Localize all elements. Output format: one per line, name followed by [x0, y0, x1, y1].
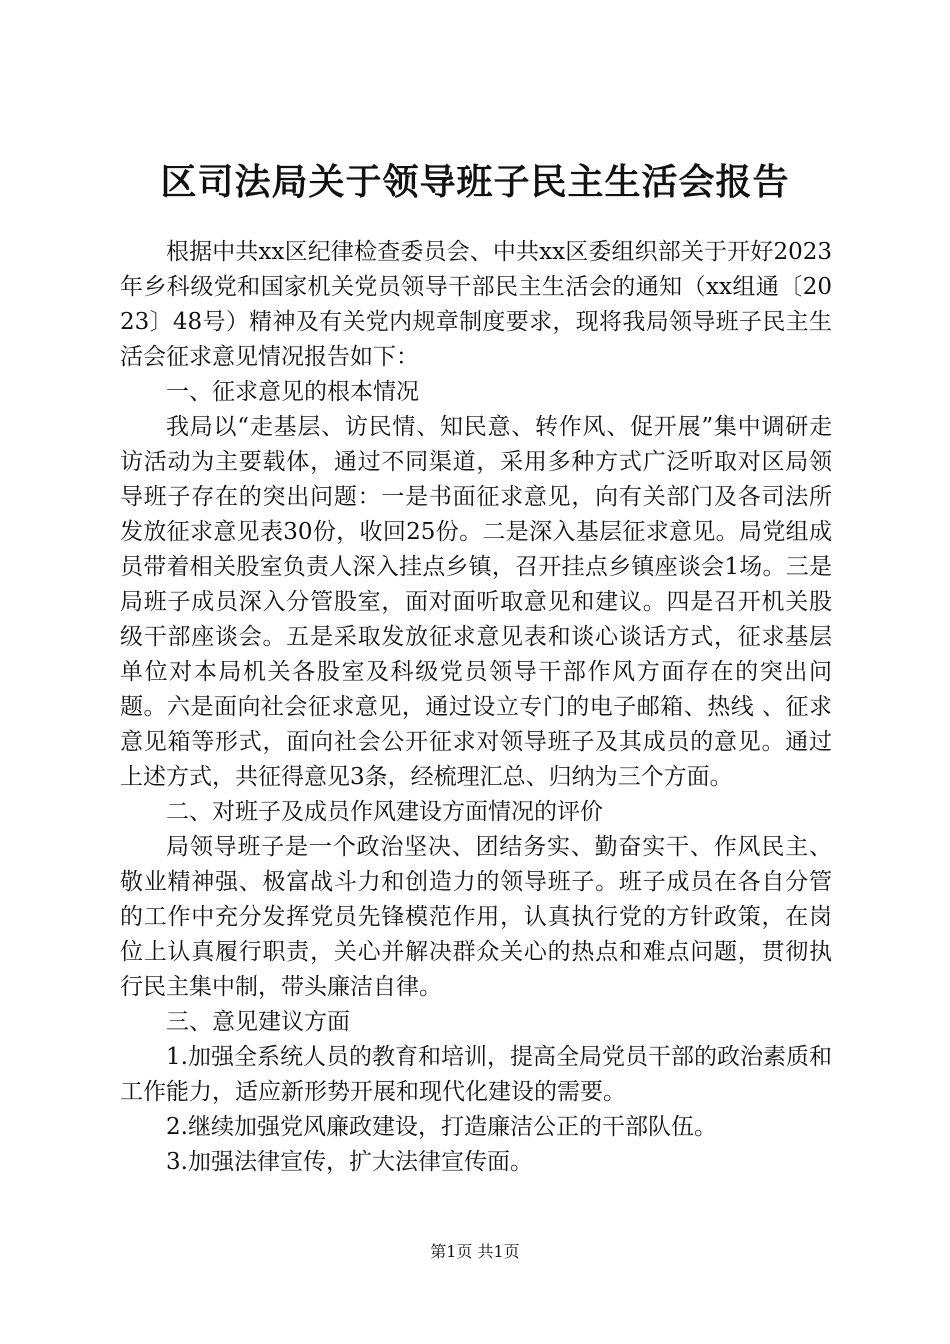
suggestion-item-3: 3.加强法律宣传，扩大法律宣传面。: [166, 1149, 533, 1175]
suggestion-item-1: 1.加强全系统人员的教育和培训，提高全局党员干部的政治素质和工作能力，适应新形势开展和现代化建设的需要。: [120, 1044, 832, 1105]
section-1-paragraph: 我局以“走基层、访民情、知民意、转作风、促开展”集中调研走访活动为主要载体，通过不同渠道，采用多种方式广泛听取对区局领导班子存在的突出问题：一是书面征求意见，向有关部门及各司法所发放征求意见表30份，收回25份。二是深入基层征求意见。局党组成员带着相关股室负责人深入挂点乡镇，召开挂点乡镇座谈会1场。三是局班子成员深入分管股室，面对面听取意见和建议。四是召开机关股级干部座谈会。五是采取发放征求意见表和谈心谈话方式，征求基层单位对本局机关各股室及科级党员领导干部作风方面存在的突出问题。六是面向社会征求意见，通过设立专门的电子邮箱、热线 、征求意见箱等形式，面向社会公开征求对领导班子及其成员的意见。通过上述方式，共征得意见3条，经梳理汇总、归纳为三个方面。: [120, 414, 832, 790]
document-title: 区司法局关于领导班子民主生活会报告: [160, 161, 790, 203]
suggestion-item-2: 2.继续加强党风廉政建设，打造廉洁公正的干部队伍。: [166, 1114, 717, 1140]
section-heading-3: 三、意见建议方面: [166, 1009, 350, 1035]
section-heading-1: 一、征求意见的根本情况: [166, 379, 419, 405]
section-heading-2: 二、对班子及成员作风建设方面情况的评价: [166, 799, 603, 825]
page-number-footer: 第1页 共1页: [430, 1242, 520, 1261]
intro-paragraph: 根据中共xx区纪律检查委员会、中共xx区委组织部关于开好2023年乡科级党和国家机关党员领导干部民主生活会的通知（xx组通〔2023〕48号）精神及有关党内规章制度要求，现将我局领导班子民主生活会征求意见情况报告如下：: [120, 239, 832, 370]
section-2-paragraph: 局领导班子是一个政治坚决、团结务实、勤奋实干、作风民主、敬业精神强、极富战斗力和创造力的领导班子。班子成员在各自分管的工作中充分发挥党员先锋模范作用，认真执行党的方针政策，在岗位上认真履行职责，关心并解决群众关心的热点和难点问题，贯彻执行民主集中制，带头廉洁自律。: [120, 834, 832, 1000]
document-body: [120, 235, 832, 1180]
